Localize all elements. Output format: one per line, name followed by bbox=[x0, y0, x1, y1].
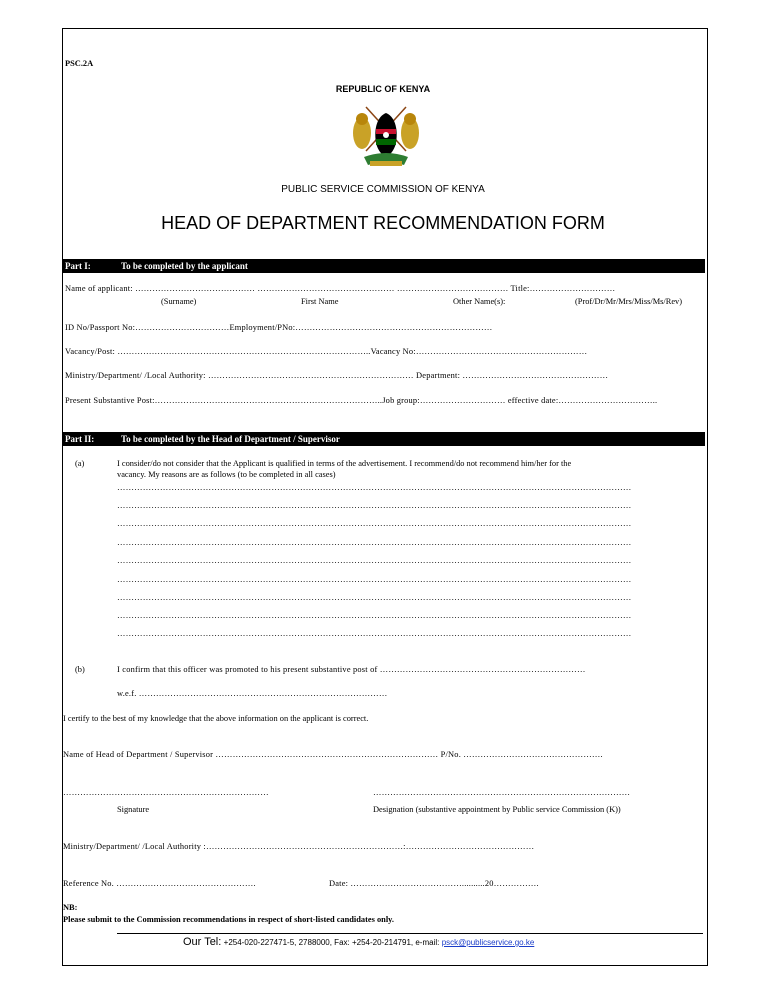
other-names-caption: Other Name(s): bbox=[453, 297, 506, 306]
nb-label: NB: bbox=[63, 903, 78, 912]
wef-line[interactable]: w.e.f. …………………………………………………………………………… bbox=[117, 689, 388, 698]
republic-heading: REPUBLIC OF KENYA bbox=[335, 84, 431, 94]
commission-heading: PUBLIC SERVICE COMMISSION OF KENYA bbox=[281, 184, 485, 195]
reason-line[interactable]: ……………………………………………………………………………………………………………………………………………………………… bbox=[117, 629, 632, 638]
reason-line[interactable]: ……………………………………………………………………………………………………………………………………………………………… bbox=[117, 538, 632, 547]
reason-line[interactable]: ……………………………………………………………………………………………………………………………………………………………… bbox=[117, 575, 632, 584]
reason-line[interactable]: ……………………………………………………………………………………………………………………………………………………………… bbox=[117, 501, 632, 510]
id-employment-line[interactable]: ID No/Passport No:……………………………Employment/PNo:…………………………………………………………… bbox=[65, 323, 493, 332]
footer-contact bbox=[183, 936, 534, 948]
item-b-promotion-line[interactable]: I confirm that this officer was promoted to his present substantive post of ……………………………………………………………… bbox=[117, 665, 586, 674]
reason-line[interactable]: ……………………………………………………………………………………………………………………………………………………………… bbox=[117, 593, 632, 602]
title-options-caption: (Prof/Dr/Mr/Mrs/Miss/Ms/Rev) bbox=[575, 297, 683, 306]
part1-header-bar bbox=[63, 259, 705, 273]
vacancy-line[interactable]: Vacancy/Post: ……………………………………………………………………………..Vacancy No:…………………………………………………… bbox=[65, 347, 588, 356]
part2-heading: To be completed by the Head of Department / Supervisor bbox=[121, 434, 340, 444]
hod-name-line[interactable]: Name of Head of Department / Supervisor …………………………………………………………………… P/No. …………………………………………. bbox=[63, 750, 603, 759]
reason-line[interactable]: ……………………………………………………………………………………………………………………………………………………………… bbox=[117, 519, 632, 528]
surname-caption: (Surname) bbox=[161, 297, 197, 306]
part2-header-bar bbox=[63, 432, 705, 446]
date-line[interactable]: Date: …………………………………..........20……………. bbox=[329, 879, 539, 888]
form-code: PSC.2A bbox=[65, 59, 94, 68]
item-b-label: (b) bbox=[75, 665, 85, 674]
nb-note: Please submit to the Commission recommendations in respect of short-listed candidates only. bbox=[63, 915, 394, 924]
footer-divider bbox=[117, 933, 703, 934]
part1-heading: To be completed by the applicant bbox=[121, 261, 248, 271]
reason-line[interactable]: ……………………………………………………………………………………………………………………………………………………………… bbox=[117, 483, 632, 492]
ministry-authority-line[interactable]: Ministry/Department/ /Local Authority :……………………………………………………………:……………………………………… bbox=[63, 842, 535, 851]
form-title: HEAD OF DEPARTMENT RECOMMENDATION FORM bbox=[161, 213, 605, 233]
item-a-label: (a) bbox=[75, 459, 85, 468]
substantive-post-line[interactable]: Present Substantive Post:……………………………………………………………………..Job group:………………………… effective date:…………………………….. bbox=[65, 396, 658, 405]
reason-line[interactable]: ……………………………………………………………………………………………………………………………………………………………… bbox=[117, 556, 632, 565]
footer-tel-numbers: +254-020-227471-5, 2788000, Fax: +254-20-214791, e-mail: bbox=[223, 938, 440, 947]
designation-dots[interactable]: ……………………………………………………………………………… bbox=[373, 788, 631, 797]
first-name-caption: First Name bbox=[301, 297, 339, 306]
form-page bbox=[62, 28, 708, 966]
reference-number-line[interactable]: Reference No. …………………………………………. bbox=[63, 879, 256, 888]
footer-tel-label: Our Tel: bbox=[183, 936, 222, 948]
part1-label: Part I: bbox=[65, 261, 91, 271]
item-a-text-line1: I consider/do not consider that the Applicant is qualified in terms of the advertisement. I recommend/do not recommend him/her for the bbox=[117, 459, 572, 468]
item-a-text-line2: vacancy. My reasons are as follows (to be completed in all cases) bbox=[117, 470, 336, 479]
ministry-department-line[interactable]: Ministry/Department/ /Local Authority: ……………………………………………………………… Department: …………………………………………… bbox=[65, 371, 609, 380]
coat-of-arms-emblem bbox=[346, 101, 426, 171]
designation-caption: Designation (substantive appointment by Public service Commission (K)) bbox=[373, 805, 621, 814]
signature-dots[interactable]: ……………………………………………………………… bbox=[63, 788, 269, 797]
footer-email-link[interactable]: psck@publicservice.go.ke bbox=[441, 938, 535, 947]
part2-label: Part II: bbox=[65, 434, 95, 444]
signature-caption: Signature bbox=[117, 805, 150, 814]
reason-line[interactable]: ……………………………………………………………………………………………………………………………………………………………… bbox=[117, 611, 632, 620]
certification-statement: I certify to the best of my knowledge that the above information on the applicant is correct. bbox=[63, 714, 369, 723]
applicant-name-line[interactable]: Name of applicant: …………………………………… ………………………………………… ………………………………… Title:………………………… bbox=[65, 284, 616, 293]
